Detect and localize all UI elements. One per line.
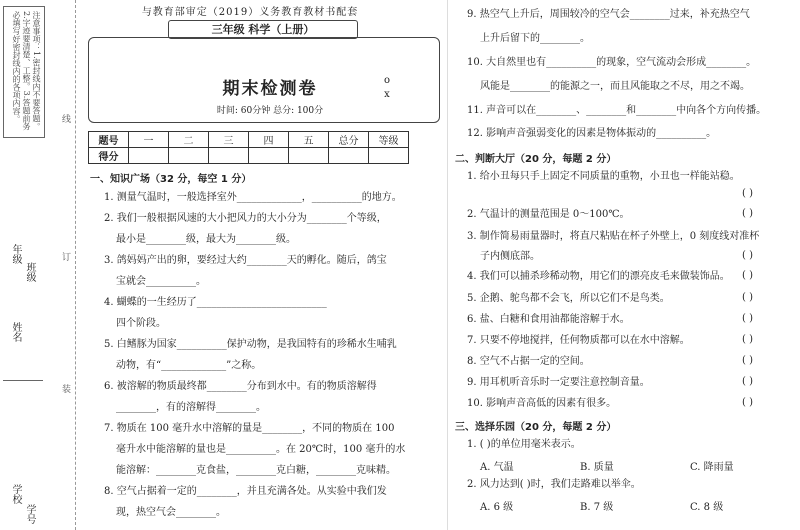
answer-parentheses[interactable]: ( )	[742, 355, 753, 366]
answer-parentheses[interactable]: ( )	[742, 270, 753, 281]
question-line: 上升后留下的________。	[480, 33, 590, 44]
question-line: 4. 蝴蝶的一生经历了__________________________	[104, 297, 327, 308]
judge-item: 8. 空气不占据一定的空间。	[467, 356, 590, 367]
field-school: 学校	[10, 484, 21, 504]
field-student-id: 学号	[24, 504, 35, 524]
question-line: 8. 空气占据着一定的________，并且充满各处。从实验中我们发	[104, 486, 387, 497]
question-line: 12. 影响声音强弱变化的因素是物体振动的__________。	[467, 128, 717, 139]
field-class: 班级	[24, 262, 35, 282]
question-line: ________，有的溶解得________。	[116, 402, 266, 413]
page-title: 期末检测卷	[222, 79, 318, 99]
score-header-row: 题号 一 二 三 四 五 总分 等级	[89, 132, 409, 148]
question-line: 1. 测量气温时，一般选择室外_____________，__________的地方。	[104, 192, 402, 203]
judge-item: 7. 只要不停地搅拌，任何物质都可以在水中溶解。	[467, 335, 690, 346]
judge-item: 2. 气温计的测量范围是 0～100℃。	[467, 209, 630, 220]
question-line: 现，热空气会________。	[116, 507, 226, 518]
question-line: 11. 声音可以在________、________和________中向各个方向传播。	[467, 105, 767, 116]
binding-strip	[0, 0, 76, 530]
section-3-title: 三、选择乐园（20 分，每题 2 分）	[455, 422, 617, 433]
judge-item: 4. 我们可以捕杀珍稀动物，用它们的漂亮皮毛来做装饰品。	[467, 271, 730, 282]
score-table	[88, 131, 409, 164]
answer-parentheses[interactable]: ( )	[742, 334, 753, 345]
answer-parentheses[interactable]: ( )	[742, 292, 753, 303]
choice-option[interactable]: A. 6 级	[480, 502, 514, 513]
question-line: 3. 鸽妈妈产出的卵，要经过大约________天的孵化。随后，鸽宝	[104, 255, 387, 266]
judge-item: 5. 企鹅、鸵鸟都不会飞，所以它们不是鸟类。	[467, 293, 670, 304]
choice-option[interactable]: A. 气温	[480, 462, 514, 473]
choice-item: 2. 风力达到( )时，我们走路难以举伞。	[467, 479, 641, 490]
judge-item: 1. 给小丑每只手上固定不同质量的重物，小丑也一样能站稳。	[467, 171, 740, 182]
cut-mark-bind: 订	[62, 253, 72, 263]
choice-option[interactable]: C. 降雨量	[690, 462, 734, 473]
question-line: 9. 热空气上升后，周围较冷的空气会________过来，补充热空气	[467, 9, 750, 20]
banner: 与教育部审定（2019）义务教育教材书配套	[141, 7, 359, 18]
question-line: 风能是________的能源之一，而且风能取之不尽，用之不竭。	[480, 81, 750, 92]
judge-item: 3. 制作简易雨量器时，将直尺粘贴在杯子外壁上，0 刻度线对准杯	[467, 231, 760, 242]
choice-option[interactable]: C. 8 级	[690, 502, 724, 513]
answer-parentheses[interactable]: ( )	[742, 250, 753, 261]
cut-mark-seal: 装	[62, 385, 72, 395]
question-line: 宝就会__________。	[116, 276, 206, 287]
question-line: 6. 被溶解的物质最终都________分布到水中。有的物质溶解得	[104, 381, 377, 392]
grade-subject-label: 三年级 科学（上册）	[168, 20, 358, 39]
question-line: 能溶解：________克食盐，________克白糖，________克味精。	[116, 465, 396, 476]
answer-parentheses[interactable]: ( )	[742, 208, 753, 219]
field-name: 姓名	[10, 322, 21, 342]
question-line: 10. 大自然里也有__________的现象，空气流动会形成________。	[467, 57, 757, 68]
choice-option[interactable]: B. 7 级	[580, 502, 614, 513]
question-line: 7. 物质在 100 毫升水中溶解的量是________，不同的物质在 100	[104, 423, 395, 434]
notice-text: 注意事项：1.密封线内不要答题。2.字迹要清楚、工整。3.答题前务必填写好密封线内的各项内容。	[12, 11, 41, 131]
answer-parentheses[interactable]: ( )	[742, 397, 753, 408]
judge-item: 10. 影响声音高低的因素有很多。	[467, 398, 617, 409]
question-line: 动物，有“_____________”之称。	[116, 360, 262, 371]
question-line: 毫升水中能溶解的量也是__________。在 20℃时，100 毫升的水	[116, 444, 406, 455]
answer-parentheses[interactable]: ( )	[742, 188, 753, 199]
field-grade: 年级	[10, 244, 21, 264]
question-line: 5. 白鳍豚为国家__________保护动物，是我国特有的珍稀水生哺乳	[104, 339, 397, 350]
section-1-title: 一、知识广场（32 分，每空 1 分）	[90, 174, 252, 185]
question-line: 最小是________级，最大为________级。	[116, 234, 296, 245]
judge-item: 6. 盐、白糖和食用油都能溶解于水。	[467, 314, 630, 325]
ox-mark: o x	[383, 75, 391, 100]
notice-box	[3, 6, 45, 138]
choice-item: 1. ( )的单位用毫米表示。	[467, 439, 581, 450]
question-line: 四个阶段。	[116, 318, 166, 329]
exam-info: 时间: 60分钟 总分: 100分	[216, 106, 324, 116]
choice-option[interactable]: B. 质量	[580, 462, 614, 473]
judge-item: 子内侧底部。	[480, 251, 540, 262]
answer-parentheses[interactable]: ( )	[742, 376, 753, 387]
score-value-row: 得分	[89, 148, 409, 164]
cut-mark-line: 线	[62, 115, 72, 125]
answer-parentheses[interactable]: ( )	[742, 313, 753, 324]
column-divider	[447, 0, 448, 530]
section-2-title: 二、判断大厅（20 分，每题 2 分）	[455, 154, 617, 165]
judge-item: 9. 用耳机听音乐时一定要注意控制音量。	[467, 377, 650, 388]
question-line: 2. 我们一般根据风速的大小把风力的大小分为________个等级，	[104, 213, 387, 224]
